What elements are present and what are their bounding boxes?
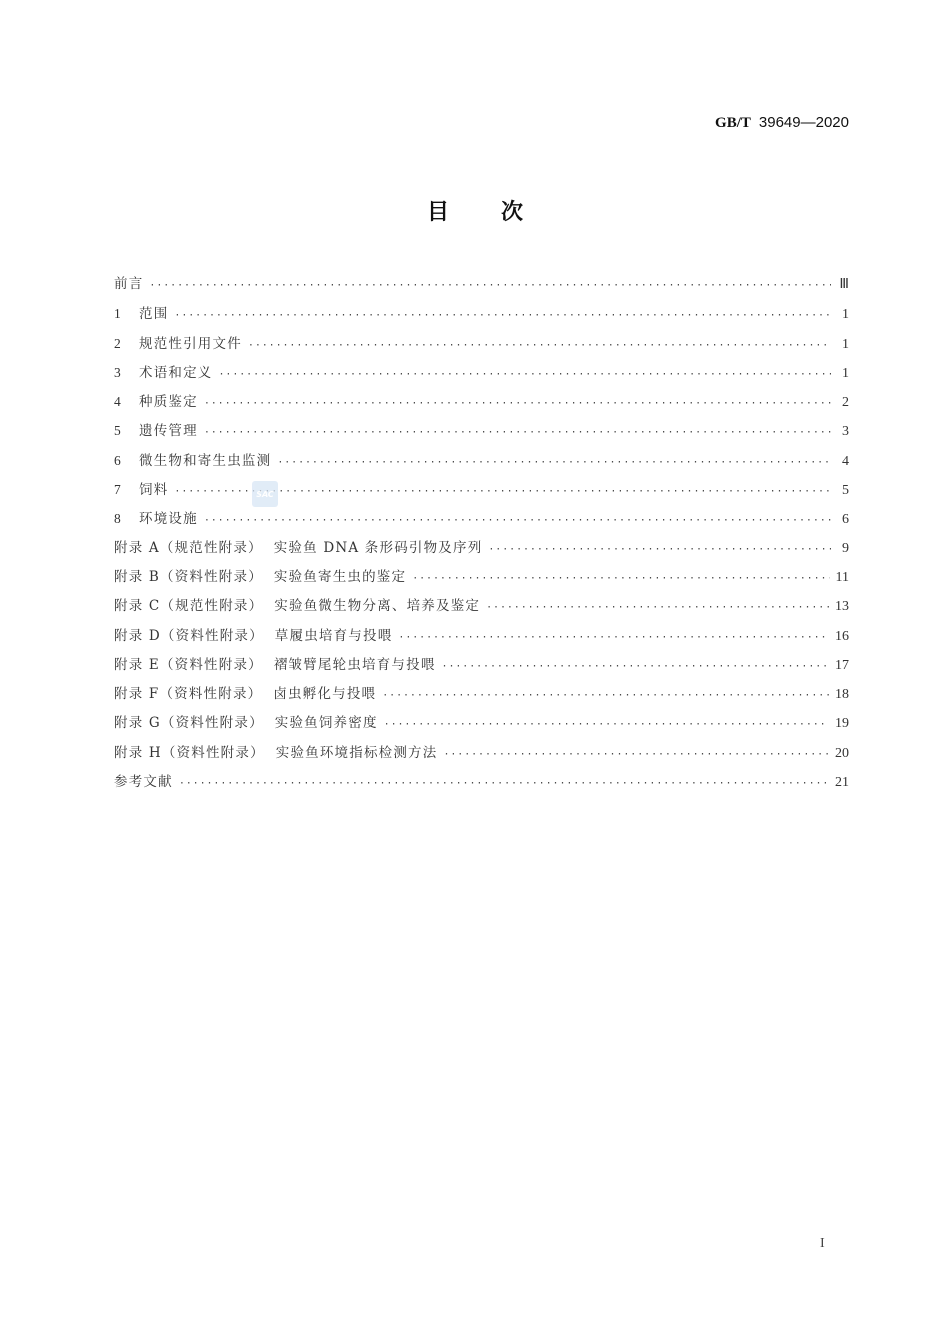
toc-entry-appendix-b[interactable] (114, 563, 849, 592)
toc-section-number: 4 (114, 394, 121, 410)
toc-entry-references[interactable] (114, 768, 849, 797)
toc-entry-4[interactable] (114, 387, 849, 416)
toc-entry-label: 微生物和寄生虫监测 (139, 452, 272, 469)
toc-entry-label: 环境设施 (139, 511, 198, 528)
toc-page-number: 11 (835, 569, 849, 585)
toc-entry-5[interactable] (114, 416, 849, 445)
dot-leader (442, 652, 829, 681)
toc-entry-label: 饲料 (139, 482, 169, 499)
dot-leader (443, 740, 829, 769)
toc-entry-appendix-h[interactable] (114, 739, 849, 768)
toc-entry-appendix-a[interactable] (114, 534, 849, 563)
toc-page-number: 1 (842, 307, 849, 323)
toc-entry-label: 附录 G（资料性附录） 实验鱼饲养密度 (114, 715, 378, 732)
toc-page-number: 1 (842, 336, 849, 352)
toc-entry-label: 范围 (139, 306, 169, 323)
dot-leader (277, 448, 831, 477)
toc-entry-label: 附录 D（资料性附录） 草履虫培育与投喂 (114, 627, 393, 644)
toc-entry-appendix-e[interactable] (114, 651, 849, 680)
toc-entry-label: 附录 C（规范性附录） 实验鱼微生物分离、培养及鉴定 (114, 598, 481, 615)
dot-leader (398, 623, 829, 652)
dot-leader (412, 564, 829, 593)
toc-page-number: 4 (842, 453, 849, 469)
toc-entry-label: 附录 F（资料性附录） 卤虫孵化与投喂 (114, 686, 377, 703)
toc-entry-label: 附录 H（资料性附录） 实验鱼环境指标检测方法 (114, 744, 438, 761)
dot-leader (486, 593, 829, 622)
toc-entry-appendix-f[interactable] (114, 680, 849, 709)
dot-leader (179, 769, 829, 798)
dot-leader (204, 389, 831, 418)
toc-page-number: Ⅲ (839, 277, 849, 292)
toc-entry-2[interactable] (114, 329, 849, 358)
toc-page-number: 3 (842, 424, 849, 440)
toc-page-number: 21 (835, 775, 849, 791)
toc-entry-label: 遗传管理 (139, 423, 198, 440)
toc-entry-7[interactable] (114, 475, 849, 504)
toc-section-number: 6 (114, 452, 121, 468)
dot-leader (174, 301, 831, 330)
toc-page-number: 5 (842, 483, 849, 499)
toc-entry-label: 种质鉴定 (139, 394, 198, 411)
dot-leader (204, 506, 831, 535)
table-of-contents (114, 270, 849, 797)
dot-leader (488, 535, 831, 564)
toc-entry-label: 规范性引用文件 (139, 335, 242, 352)
dot-leader (204, 418, 831, 447)
toc-section-number: 3 (114, 364, 121, 380)
dot-leader (149, 271, 831, 300)
toc-entry-appendix-c[interactable] (114, 592, 849, 621)
toc-entry-appendix-g[interactable] (114, 709, 849, 738)
dot-leader (248, 331, 831, 360)
toc-entry-label: 术语和定义 (139, 364, 213, 381)
toc-section-number: 5 (114, 423, 121, 439)
toc-entry-label: 参考文献 (114, 774, 173, 791)
toc-page-number: 19 (835, 716, 849, 732)
dot-leader (384, 710, 829, 739)
dot-leader (382, 681, 829, 710)
toc-entry-6[interactable] (114, 446, 849, 475)
sac-watermark-logo: SAC (252, 481, 278, 507)
dot-leader (219, 360, 832, 389)
toc-page-number: 6 (842, 512, 849, 528)
page-title (0, 195, 950, 226)
toc-page-number: 13 (835, 599, 849, 615)
toc-entry-1[interactable] (114, 299, 849, 328)
toc-page-number: 18 (835, 687, 849, 703)
toc-entry-label: 附录 B（资料性附录） 实验鱼寄生虫的鉴定 (114, 568, 407, 585)
toc-page-number: 1 (842, 365, 849, 381)
standard-number: 39649—2020 (758, 114, 849, 131)
toc-page-number: 9 (842, 540, 849, 556)
toc-section-number: 2 (114, 335, 121, 351)
toc-page-number: 16 (835, 628, 849, 644)
toc-entry-label: 附录 A（规范性附录） 实验鱼 DNA 条形码引物及序列 (114, 539, 483, 556)
toc-section-number: 1 (114, 306, 121, 322)
toc-entry-label: 附录 E（资料性附录） 褶皱臂尾轮虫培育与投喂 (114, 656, 436, 673)
toc-page-number: 17 (835, 657, 849, 673)
footer-page-number: I (820, 1236, 825, 1251)
standard-code (715, 113, 849, 132)
title-char-1: 目 (426, 200, 449, 225)
toc-section-number: 8 (114, 511, 121, 527)
toc-page-number: 20 (835, 745, 849, 761)
standard-prefix: GB/T (715, 115, 751, 131)
toc-entry-foreword[interactable] (114, 270, 849, 299)
title-char-2: 次 (501, 200, 524, 225)
toc-entry-appendix-d[interactable] (114, 622, 849, 651)
toc-entry-8[interactable] (114, 504, 849, 533)
toc-page-number: 2 (842, 395, 849, 411)
toc-entry-3[interactable] (114, 358, 849, 387)
toc-entry-label: 前言 (114, 276, 144, 292)
toc-section-number: 7 (114, 482, 121, 498)
